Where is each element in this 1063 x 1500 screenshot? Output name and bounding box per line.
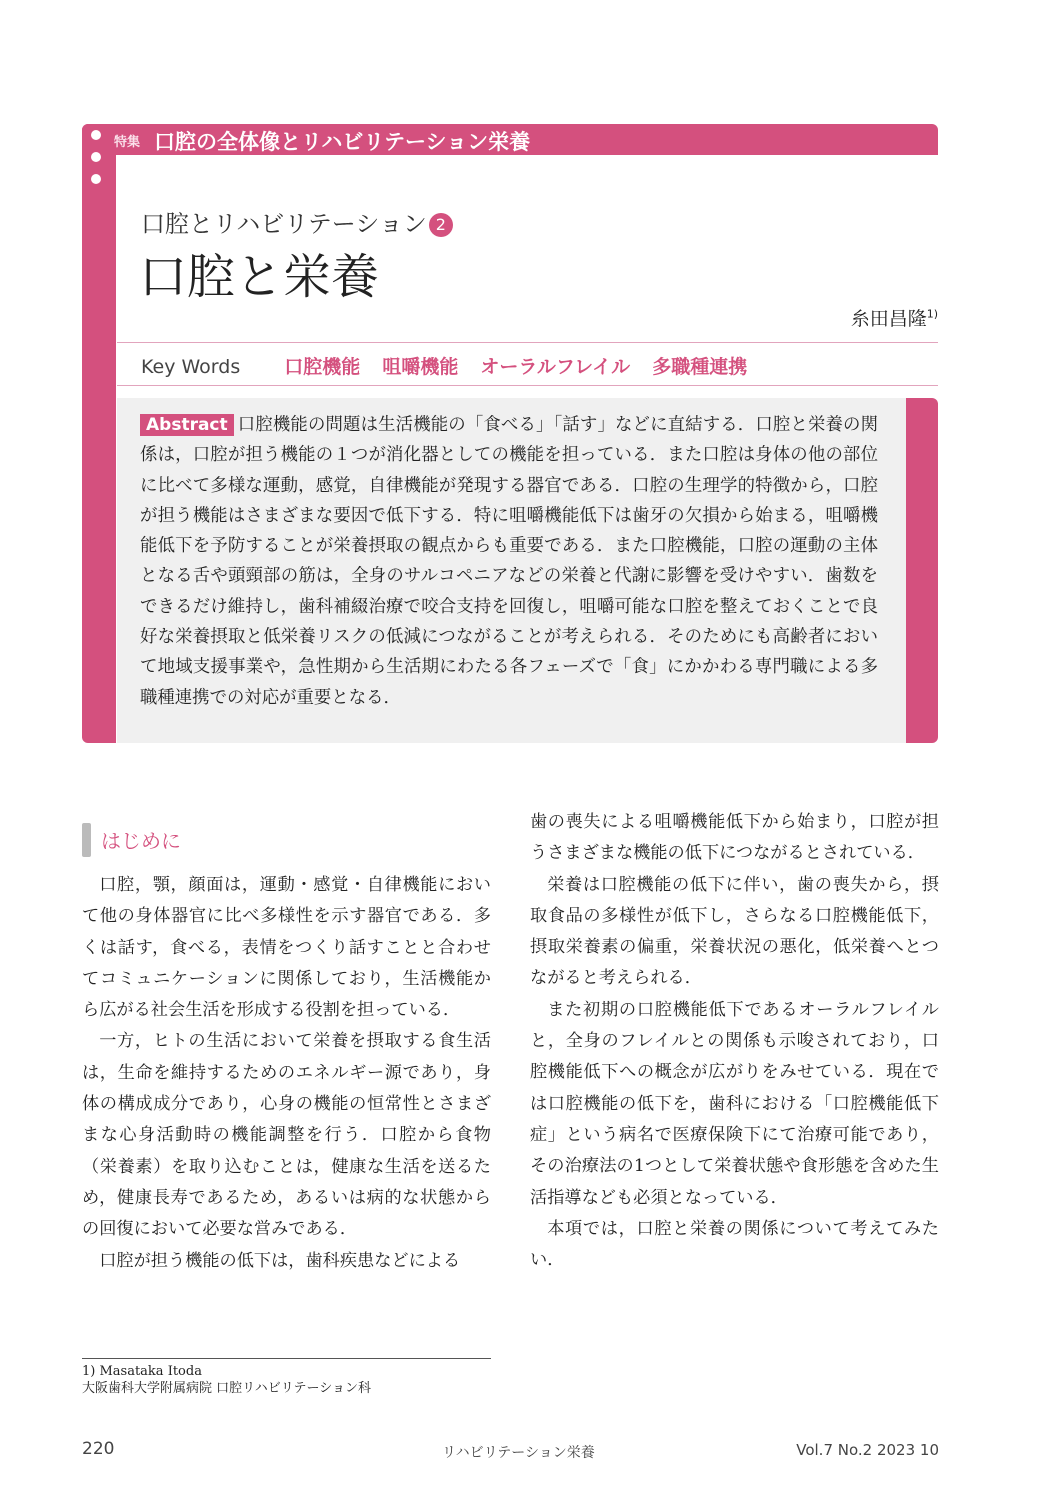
author-ref: 1) bbox=[926, 307, 938, 321]
section-heading: はじめに bbox=[101, 829, 181, 853]
volume-info: Vol.7 No.2 2023 10 bbox=[796, 1441, 939, 1459]
abstract-side-bar bbox=[906, 398, 938, 743]
keywords-rule-bottom bbox=[117, 385, 938, 386]
keyword: 口腔機能 bbox=[284, 356, 361, 378]
body-column-right bbox=[530, 807, 939, 1276]
footnote-rule bbox=[82, 1358, 491, 1359]
paragraph: 歯の喪失による咀嚼機能低下から始まり，口腔が担うさまざまな機能の低下につながるとされている． bbox=[530, 812, 939, 864]
keywords-rule-top bbox=[117, 342, 938, 343]
footnote-author: 1) Masataka Itoda bbox=[82, 1364, 202, 1379]
bullet-dot-icon bbox=[91, 152, 101, 162]
series-number-badge: 2 bbox=[429, 213, 453, 237]
paragraph: 口腔が担う機能の低下は，歯科疾患などによる bbox=[99, 1250, 461, 1271]
journal-name: リハビリテーション栄養 bbox=[442, 1445, 595, 1461]
abstract-text: 口腔機能の問題は生活機能の「食べる」「話す」などに直結する．口腔と栄養の関係は，口腔が担う機能の１つが消化器としての機能を担っている．また口腔は身体の他の部位に比べて多様な運動，感覚，自律機能が発現する器官である．口腔の生理学的特徴から，口腔が担う機能はさまざまな要因で低下する．特に咀嚼機能低下は歯牙の欠損から始まる，咀嚼機能低下を予防することが栄養摂取の観点からも重要である．また口腔機能，口腔の運動の主体となる舌や頭頸部の筋は，全身のサルコペニアなどの栄養と代謝に影響を受けやすい．歯数をできるだけ維持し，歯科補綴治療で咬合支持を回復し，咀嚼可能な口腔を整えておくことで良好な栄養摂取と低栄養リスクの低減につながることが考えられる．そのためにも高齢者において地域支援事業や，急性期から生活期にわたる各フェーズで「食」にかかわる専門職による多職種連携での対応が重要となる． bbox=[140, 415, 878, 708]
feature-title: 口腔の全体像とリハビリテーション栄養 bbox=[154, 130, 531, 154]
series-label: 口腔とリハビリテーション bbox=[141, 210, 427, 238]
footnote-affiliation: 大阪歯科大学附属病院 口腔リハビリテーション科 bbox=[82, 1381, 371, 1396]
header-frame-left bbox=[82, 124, 116, 743]
abstract bbox=[140, 410, 878, 713]
author bbox=[851, 304, 938, 331]
paragraph: また初期の口腔機能低下であるオーラルフレイルと，全身のフレイルとの関係も示唆されており，口腔機能低下への概念が広がりをみせている．現在では口腔機能の低下を，歯科における「口腔機能低下症」という病名で医療保険下にて治療可能であり，その治療法の1つとして栄養状態や食形態を含めた生活指導なども必須となっている． bbox=[530, 999, 939, 1208]
feature-label: 特集 bbox=[114, 135, 141, 150]
author-name: 糸田昌隆 bbox=[850, 308, 927, 330]
paragraph: 本項では，口腔と栄養の関係について考えてみたい． bbox=[530, 1218, 939, 1271]
page-number: 220 bbox=[82, 1439, 115, 1459]
bullet-dot-icon bbox=[91, 174, 101, 184]
keyword: オーラルフレイル bbox=[480, 356, 631, 378]
abstract-tag: Abstract bbox=[140, 414, 234, 436]
footnote bbox=[82, 1363, 371, 1397]
section-marker bbox=[82, 823, 91, 857]
paragraph: 栄養は口腔機能の低下に伴い，歯の喪失から，摂取食品の多様性が低下し，さらなる口腔機能低下，摂取栄養素の偏重，栄養状況の悪化，低栄養へとつながると考えられる． bbox=[530, 874, 939, 989]
keywords bbox=[141, 352, 763, 379]
article-title: 口腔と栄養 bbox=[139, 249, 380, 305]
keyword: 多職種連携 bbox=[652, 356, 748, 378]
series-subtitle bbox=[141, 204, 453, 239]
bullet-dot-icon bbox=[91, 130, 101, 140]
paragraph: 一方，ヒトの生活において栄養を摂取する食生活は，生命を維持するためのエネルギー源であり，身体の構成成分であり，心身の機能の恒常性とさまざまな心身活動時の機能調整を行う．口腔から食物（栄養素）を取り込むことは，健康な生活を送るため，健康長寿であるため，あるいは病的な状態からの回復において必要な営みである． bbox=[82, 1031, 491, 1240]
keywords-label: Key Words bbox=[141, 356, 241, 378]
keyword: 咀嚼機能 bbox=[382, 356, 459, 378]
paragraph: 口腔，顎，顔面は，運動・感覚・自律機能において他の身体器官に比べ多様性を示す器官である．多くは話す，食べる，表情をつくり話すことと合わせてコミュニケーションに関係しており，生活機能から広がる社会生活を形成する役割を担っている． bbox=[82, 875, 491, 1021]
body-column-left bbox=[82, 870, 491, 1277]
